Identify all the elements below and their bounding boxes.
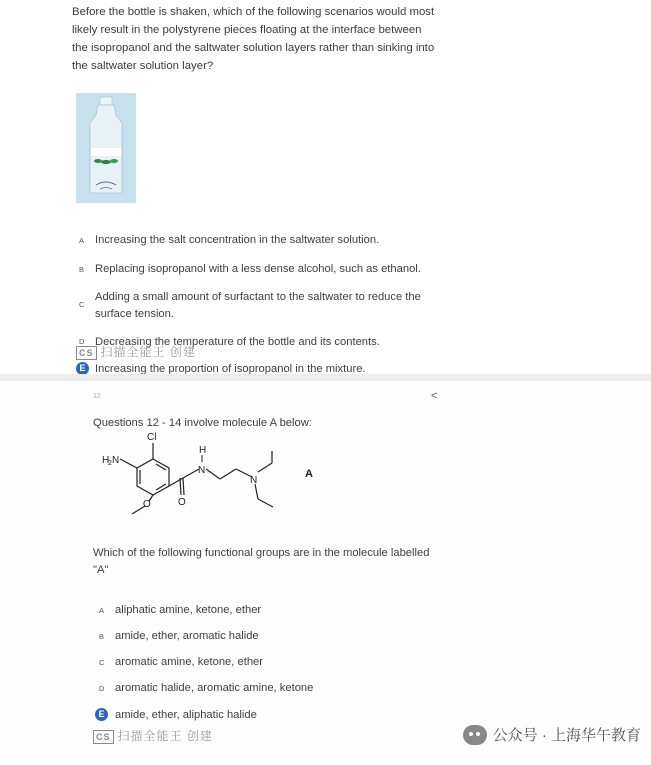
q12-option-e[interactable]: amide, ether, aliphatic halide <box>115 709 257 721</box>
bottle-photo <box>76 93 136 203</box>
atom-o-carbonyl: O <box>178 497 186 508</box>
question-12-text: Which of the following functional groups are in the molecule labelled "A" <box>93 547 430 576</box>
option-b[interactable]: Replacing isopropanol with a less dense alcohol, such as ethanol. <box>95 263 421 275</box>
option-a[interactable]: Increasing the salt concentration in the saltwater solution. <box>95 234 380 246</box>
atom-nh-h: H <box>199 445 207 456</box>
option-d[interactable]: Decreasing the temperature of the bottle and its contents. <box>95 336 380 348</box>
q12-option-c-letter: C <box>99 658 105 667</box>
option-e-selected-marker: E <box>76 362 89 374</box>
watermark-camscanner-bottom <box>93 727 213 744</box>
atom-amine-subscript: 2 <box>108 460 112 467</box>
bottle-illustration <box>76 93 136 203</box>
camscanner-logo: CS <box>76 346 97 360</box>
q12-option-d[interactable]: aromatic halide, aromatic amine, ketone <box>115 682 314 694</box>
wechat-brand-watermark <box>463 724 641 745</box>
molecule-label: A <box>305 468 313 480</box>
watermark-text: 扫描全能王 创建 <box>100 345 196 359</box>
atom-n-tertiary: N <box>250 475 258 486</box>
camscanner-logo-bottom: CS <box>93 730 114 744</box>
q12-option-e-selected-marker: E <box>95 708 108 721</box>
question-12-intro: Questions 12 - 14 involve molecule A below: <box>93 417 312 429</box>
option-b-letter: B <box>79 265 85 274</box>
watermark-text-bottom: 扫描全能王 创建 <box>117 729 213 743</box>
watermark-camscanner <box>76 343 196 360</box>
option-c[interactable]: Adding a small amount of surfactant to the saltwater to reduce the surface tension. <box>95 291 421 320</box>
chevron-left-icon[interactable]: < <box>431 390 438 402</box>
atom-amine-n: N <box>112 455 120 466</box>
q12-option-a[interactable]: aliphatic amine, ketone, ether <box>115 604 262 616</box>
atom-nh-n: N <box>198 465 206 476</box>
q12-option-b-letter: B <box>99 632 105 641</box>
option-e[interactable]: Increasing the proportion of isopropanol in the mixture. <box>95 363 366 374</box>
page-divider <box>0 374 651 381</box>
question-11-panel <box>0 0 651 374</box>
q12-option-a-letter: A <box>99 606 105 615</box>
atom-amine-h2: H <box>102 455 110 466</box>
atom-cl: Cl <box>147 432 157 443</box>
question-11-text: Before the bottle is shaken, which of the following scenarios would most likely result in the polystyrene pieces floating at the interface between the isopropanol and the saltwater solution layers rather than sinking into the saltwater solution layer? <box>72 6 435 72</box>
q12-option-d-letter: D <box>99 684 105 693</box>
option-a-letter: A <box>79 236 85 245</box>
q12-option-b[interactable]: amide, ether, aromatic halide <box>115 630 259 642</box>
q12-option-c[interactable]: aromatic amine, ketone, ether <box>115 656 263 668</box>
wechat-icon <box>463 725 487 745</box>
question-number: 12 <box>93 393 101 400</box>
brand-text: 公众号 · 上海华午教育 <box>492 727 641 744</box>
option-c-letter: C <box>79 300 85 309</box>
option-d-letter: D <box>79 337 85 346</box>
atom-o-methoxy: O <box>143 499 151 510</box>
question-12-panel <box>0 381 651 765</box>
molecule-a-structure <box>96 429 296 529</box>
